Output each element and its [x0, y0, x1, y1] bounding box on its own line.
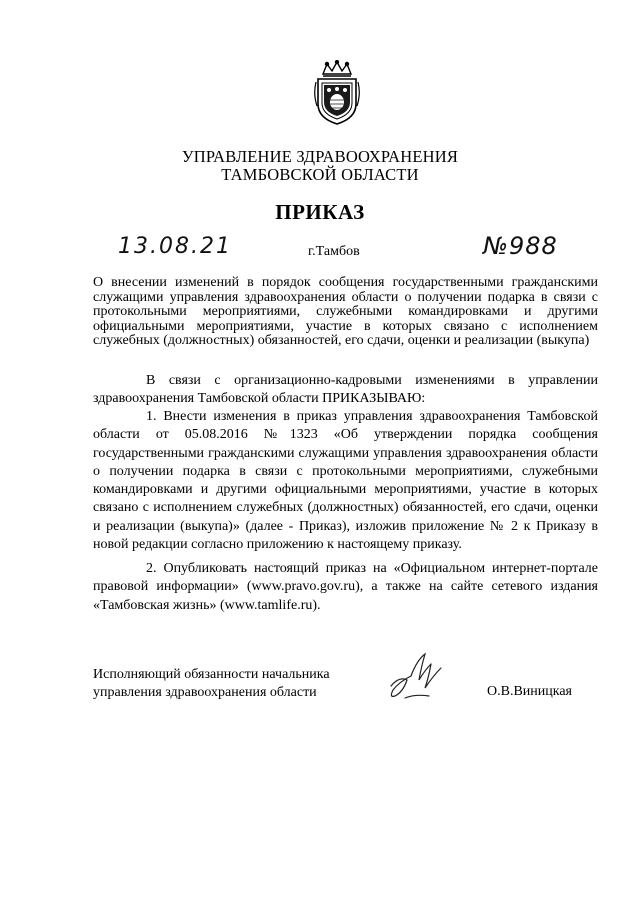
- signatory-position: [93, 666, 330, 702]
- document-title: ПРИКАЗ: [275, 200, 365, 224]
- order-item-2: 2. Опубликовать настоящий приказ на «Официальном интернет-портале правовой информации» (www.pravo.gov.ru), а также на сайте сетевого издания «Тамбовская жизнь» (www.tamlife.ru).: [93, 561, 598, 613]
- handwritten-signature-icon: [385, 646, 449, 706]
- signatory-position-line2: управления здравоохранения области: [93, 685, 317, 700]
- organization-name-line1: УПРАВЛЕНИЕ ЗДРАВООХРАНЕНИЯ: [181, 147, 459, 166]
- signatory-position-line1: Исполняющий обязанности начальника: [93, 667, 330, 682]
- document-subject: О внесении изменений в порядок сообщения государственными гражданскими служащими управления здравоохранения области о получении подарка в связи с протокольными мероприятиями, служебными командировками и другими официальными мероприятиями, участие в которых связано с исполнением служебных (должностных) обязанностей, его сдачи, оценки и реализации (выкупа): [93, 275, 598, 348]
- coat-of-arms-icon: [313, 60, 361, 126]
- preamble-paragraph: В связи с организационно-кадровыми изменениями в управлении здравоохранения Тамбовской области ПРИКАЗЫВАЮ:: [93, 373, 598, 407]
- signatory-name: О.В.Виницкая: [487, 684, 572, 699]
- document-city: г.Тамбов: [308, 244, 360, 259]
- document-number: №988: [483, 232, 558, 260]
- document-date: 13.08.21: [118, 234, 232, 259]
- organization-name-line2: ТАМБОВСКОЙ ОБЛАСТИ: [221, 165, 419, 184]
- order-item-1: 1. Внести изменения в приказ управления здравоохранения Тамбовской области от 05.08.2016 №1323 «Об утверждении порядка сообщения государственными гражданскими служащими управления здравоохранения области о получении подарка в связи с протокольными мероприятиями, служебными командировками и другими официальными мероприятиями, участие в которых связано с исполнением служебных (должностных) обязанностей, его сдачи, оценки и реализации (выкупа)» (далее - Приказ), изложив приложение № 2 к Приказу в новой редакции согласно приложению к настоящему приказу.: [93, 409, 598, 553]
